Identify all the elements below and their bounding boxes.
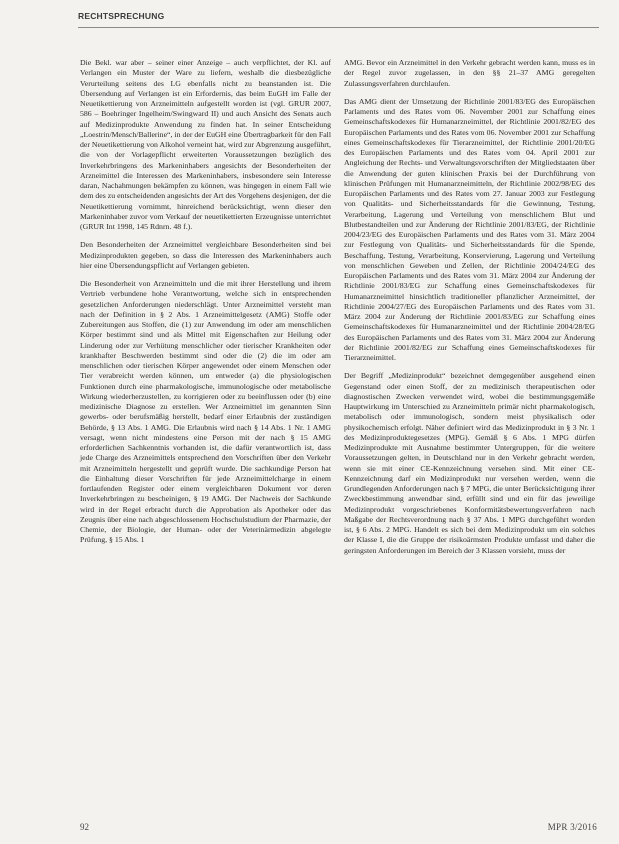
paragraph: AMG. Bevor ein Arzneimittel in den Verkehr gebracht werden kann, muss es in der Regel zuvor zugelassen, in den §§ 21–37 AMG geregelten Zulassungsverfahren durchlaufen. xyxy=(344,58,595,88)
journal-issue: MPR 3/2016 xyxy=(547,822,597,832)
paragraph: Das AMG dient der Umsetzung der Richtlinie 2001/83/EG des Europäischen Parlaments und des Rates vom 06. November 2001 zur Schaffung eines Gemeinschaftskodexes für Humanarzneimittel, der Richtlinie 2001/82/EG des Europäischen Parlaments und des Rates vom 06. November 2001 zur Schaffung eines Gemeinschaftskodexes für Tierarzneimittel, der Richtlinie 2001/20/EG des Europäischen Parlaments und des Rates vom 04. April 2001 zur Angleichung der Rechts- und Verwaltungsvorschriften der Mitgliedstaaten über die Anwendung der guten klinischen Praxis bei der Durchführung von klinischen Prüfungen mit Humanarzneimitteln, der Richtlinie 2002/98/EG des Europäischen Parlaments und des Rates vom 27. Januar 2003 zur Festlegung von Qualitäts- und Sicherheitsstandards für die Gewinnung, Testung, Verarbeitung, Lagerung und Verteilung von menschlichem Blut und Blutbestandteilen und zur Änderung der Richtlinie 2001/83/EG, der Richtlinie 2004/23/EG des Europäischen Parlaments und des Rates vom 31. März 2004 zur Festlegung von Qualitäts- und Sicherheitsstandards für die Spende, Beschaffung, Testung, Verarbeitung, Konservierung, Lagerung und Verteilung von menschlichen Geweben und Zellen, der Richtlinie 2004/24/EG des Europäischen Parlaments und des Rates vom 31. März 2004 zur Änderung der Richtlinie 2001/83/EG zur Schaffung eines Gemeinschaftskodexes für Humanarzneimittel hinsichtlich traditioneller pflanzlicher Arzneimittel, der Richtlinie 2004/27/EG des Europäischen Parlaments und des Rates vom 31. März 2004 zur Änderung der Richtlinie 2001/83/EG zur Schaffung eines Gemeinschaftskodexes für Humanarzneimittel und der Richtlinie 2004/28/EG des Europäischen Parlaments und des Rates vom 31. März 2004 zur Änderung der Richtlinie 2001/82/EG zur Schaffung eines Gemeinschaftskodexes für Tierarzneimittel. xyxy=(344,96,595,362)
page-number: 92 xyxy=(80,822,89,832)
right-column xyxy=(344,58,595,564)
section-header: RECHTSPRECHUNG xyxy=(78,11,165,21)
left-column xyxy=(80,58,331,554)
paragraph: Die Besonderheit von Arzneimitteln und die mit ihrer Herstellung und ihrem Vertrieb verbundene hohe Verantwortung, welche sich in entsprechenden gesetzlichen Anforderungen niederschlägt. Unter Arzneimittel versteht man nach der Definition in § 2 Abs. 1 Arzneimittelgesetz (AMG) Stoffe oder Zubereitungen aus Stoffen, die (1) zur Anwendung im oder am menschlichen Körper bestimmt sind und als Mittel mit Eigenschaften zur Heilung oder Linderung oder zur Verhütung menschlicher oder tierischer Krankheiten oder krankhafter Beschwerden bestimmt sind oder die (2) die im oder am menschlichen oder tierischen Körper angewendet oder einem Menschen oder Tier verabreicht werden können, um entweder (a) die physiologischen Funktionen durch eine pharmakologische, immunologische oder metabolische Wirkung wiederherzustellen, zu korrigieren oder zu beeinflussen oder (b) eine medizinische Diagnose zu erstellen. Wer Arzneimittel im genannten Sinn gewerbs- oder berufsmäßig herstellt, bedarf einer Erlaubnis der zuständigen Behörde, § 13 Abs. 1 AMG. Die Erlaubnis wird nach § 14 Abs. 1 Nr. 1 AMG versagt, wenn nicht mindestens eine Person mit der nach § 15 AMG erforderlichen Sachkenntnis vorhanden ist, die dafür verantwortlich ist, dass jede Charge des Arzneimittels entsprechend den Vorschriften über den Verkehr mit Arzneimitteln hergestellt und geprüft wurde. Die sachkundige Person hat die Einhaltung dieser Vorschriften für jede Arzneimittelcharge in einem fortlaufenden Register oder einem vergleichbaren Dokument vor deren Inverkehrbringen zu bescheinigen, § 19 AMG. Der Nachweis der Sachkunde wird in der Regel erbracht durch die Approbation als Apotheker oder das Zeugnis über eine nach abgeschlossenem Hochschulstudium der Pharmazie, der Chemie, der Biologie, der Human- oder der Veterinärmedizin abgelegte Prüfung, § 15 Abs. 1 xyxy=(80,279,331,545)
paragraph: Die Bekl. war aber – seiner einer Anzeige – auch verpflichtet, der Kl. auf Verlangen ein Muster der Ware zu liefern, weshalb die diesbezügliche Verurteilung seitens des LG ebenfalls nicht zu beanstanden ist. Die Übersendung auf Verlangen ist ein Erfordernis, das beim EuGH im Falle der Neuetikettierung von Arzneimitteln aufgestellt worden ist (vgl. GRUR 2007, 586 – Boehringer Ingelheim/Swingward II) und auch Ansicht des Senats auch auf Medizinprodukte Anwendung zu finden hat. In seiner Entscheidung „Loestrin/Mensch/Ballerine“, in der der EuGH eine Übertragbarkeit für den Fall der Neuetikettierung von Alkohol verneint hat, wird zur Abgrenzung ausgeführt, die von der Vorlagepflicht erweiterten Voraussetzungen bezüglich des Inverkehrbringens des Markeninhabers angesichts der Besonderheiten der Arzneimittel die Interessen des Markeninhabers, insbesondere sein Interesse daran, Nachahmungen bekämpfen zu können, was hingegen in einem Fall wie dem des zu entscheidenden angesichts der Art des Vorgehens desjenigen, der die Neuetikettierung vornimmt, hinreichend berücksichtigt, wenn dieser den Markeninhaber zuvor vom Verkauf der neuetikettierten Erzeugnisse unterrichtet (GRUR Int 1998, 145 Rdnrn. 48 f.). xyxy=(80,58,331,231)
paragraph: Der Begriff „Medizinprodukt“ bezeichnet demgegenüber ausgehend einen Gegenstand oder einen Stoff, der zu medizinisch therapeutischen oder diagnostischen Zwecken verwendet wird, wobei die bestimmungsgemäße Hauptwirkung im Unterschied zu Arzneimitteln primär nicht pharmakologisch, metabolisch oder immunologisch, sondern meist physikalisch oder physikochemisch erfolgt. Näher definiert wird das Medizinprodukt in § 3 Nr. 1 des Medizinproduktegesetzes (MPG). Gemäß § 6 Abs. 1 MPG dürfen Medizinprodukte mit Ausnahme bestimmter Untergruppen, für die weitere Voraussetzungen gelten, in Deutschland nur in den Verkehr gebracht werden, wenn sie mit einer CE-Kennzeichnung versehen sind. Mit einer CE-Kennzeichnung darf ein Medizinprodukt nur versehen werden, wenn die Grundlegenden Anforderungen nach § 7 MPG, die unter Berücksichtigung ihrer Zweckbestimmung anwendbar sind, erfüllt sind und ein für das jeweilige Medizinprodukt vorgeschriebenes Konformitätsbewertungsverfahren nach Maßgabe der Rechtsverordnung nach § 37 Abs. 1 MPG durchgeführt worden ist, § 6 Abs. 2 MPG. Handelt es sich bei dem Medizinprodukt um ein solches der Klasse I, die die Gruppe der risikoärmsten Produkte umfasst und daher die geringsten Anforderungen im Bereich der 3 Klassen vorsieht, muss der xyxy=(344,371,595,555)
paragraph: Den Besonderheiten der Arzneimittel vergleichbare Besonderheiten sind bei Medizinprodukten gegeben, so dass die Interessen des Markeninhabers auch hier eine Übersendungspflicht auf Verlangen gebieten. xyxy=(80,240,331,270)
header-rule xyxy=(78,27,599,28)
